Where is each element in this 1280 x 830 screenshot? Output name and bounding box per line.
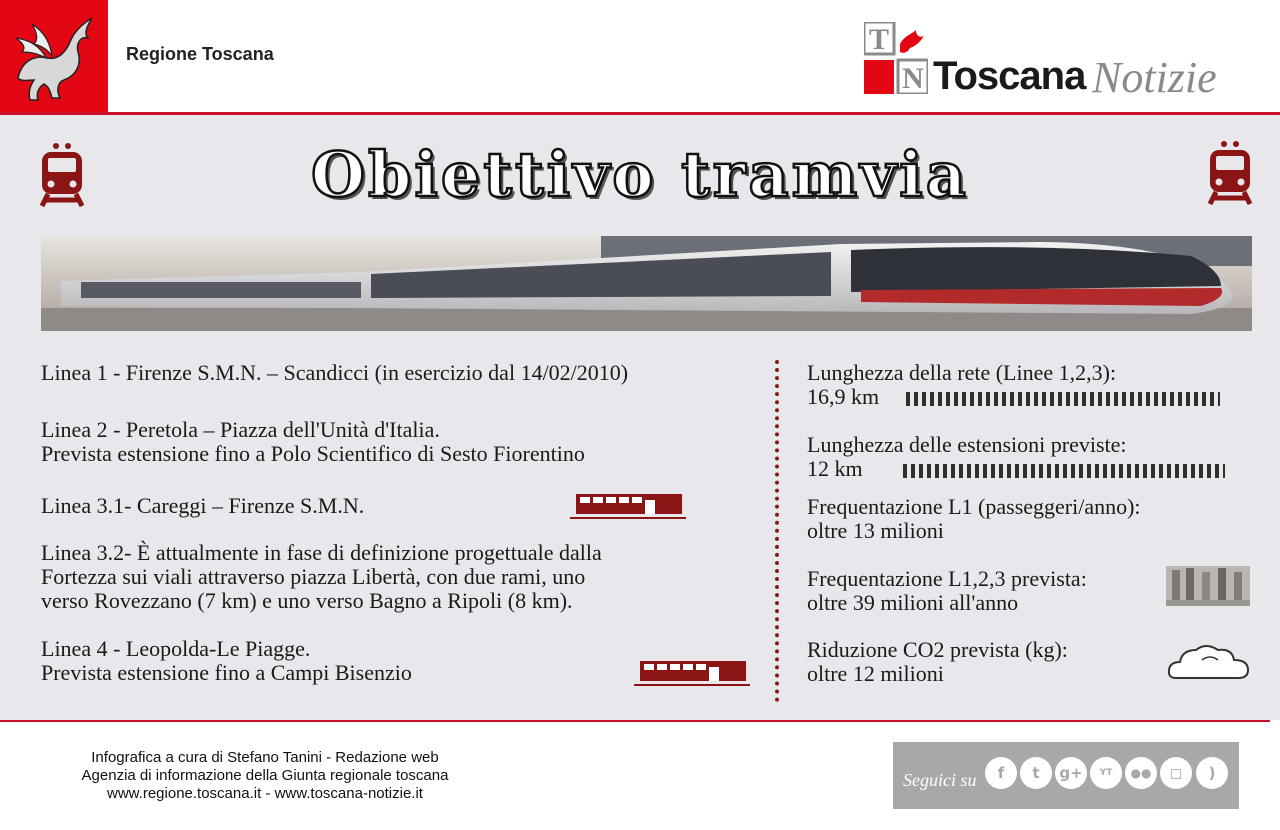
frequentazione-prevista-text: Frequentazione L1,2,3 prevista: oltre 39 milioni all'anno: [807, 566, 1087, 615]
extension-length-bar: [903, 464, 1225, 478]
linea-3-2-text: Linea 3.2- È attualmente in fase di definizione progettuale dalla Fortezza sui viali attraverso piazza Libertà, con due rami, uno verso Rovezzano (7 km) e uno verso Bagno a Ripoli (8 km).: [41, 540, 602, 613]
rss-icon[interactable]: ): [1196, 757, 1228, 789]
toscana-notizie-logo: [864, 22, 928, 94]
footer-websites: www.regione.toscana.it - www.toscana-notizie.it: [107, 785, 423, 802]
footer-credit: Infografica a cura di Stefano Tanini - Redazione web: [91, 749, 439, 766]
tram-photo: [41, 236, 1252, 331]
follow-label: Seguici su: [903, 770, 977, 790]
lunghezza-estensioni-text: Lunghezza delle estensioni previste: 12 km: [807, 432, 1127, 481]
passengers-photo: [1166, 566, 1250, 606]
riduzione-co2-text: Riduzione CO2 prevista (kg): oltre 12 milioni: [807, 637, 1068, 686]
lunghezza-rete-text: Lunghezza della rete (Linee 1,2,3): 16,9 km: [807, 360, 1117, 409]
pegasus-icon: [0, 0, 108, 112]
twitter-icon[interactable]: t: [1020, 757, 1052, 789]
tram-side-icon: [570, 492, 686, 520]
instagram-icon[interactable]: ◻: [1160, 757, 1192, 789]
tram-side-icon: [634, 659, 750, 687]
length-bar: [906, 392, 1220, 406]
page-title: Obiettivo tramvia: [311, 138, 969, 211]
linea-4-text: Linea 4 - Leopolda-Le Piagge. Prevista estensione fino a Campi Bisenzio: [41, 636, 412, 685]
region-name: Regione Toscana: [126, 44, 274, 64]
linea-1-text: Linea 1 - Firenze S.M.N. – Scandicci (in esercizio dal 14/02/2010): [41, 360, 629, 385]
svg-text:N: N: [902, 62, 924, 94]
facebook-icon[interactable]: f: [985, 757, 1017, 789]
youtube-icon[interactable]: YT: [1090, 757, 1122, 789]
cloud-icon: [1166, 638, 1252, 684]
footer-agency: Agenzia di informazione della Giunta regionale toscana: [81, 767, 449, 784]
brand-word-toscana: Toscana: [933, 54, 1086, 98]
regione-toscana-logo: [0, 0, 108, 112]
svg-text:T: T: [868, 23, 890, 56]
flickr-icon[interactable]: ●●: [1125, 757, 1157, 789]
brand-word-notizie: Notizie: [1092, 53, 1217, 102]
googleplus-icon[interactable]: g+: [1055, 757, 1087, 789]
column-divider: [775, 360, 779, 702]
linea-3-1-text: Linea 3.1- Careggi – Firenze S.M.N.: [41, 493, 365, 518]
frequentazione-l1-text: Frequentazione L1 (passeggeri/anno): oltre 13 milioni: [807, 494, 1141, 543]
linea-2-text: Linea 2 - Peretola – Piazza dell'Unità d'Italia. Prevista estensione fino a Polo Scientifico di Sesto Fiorentino: [41, 417, 585, 466]
